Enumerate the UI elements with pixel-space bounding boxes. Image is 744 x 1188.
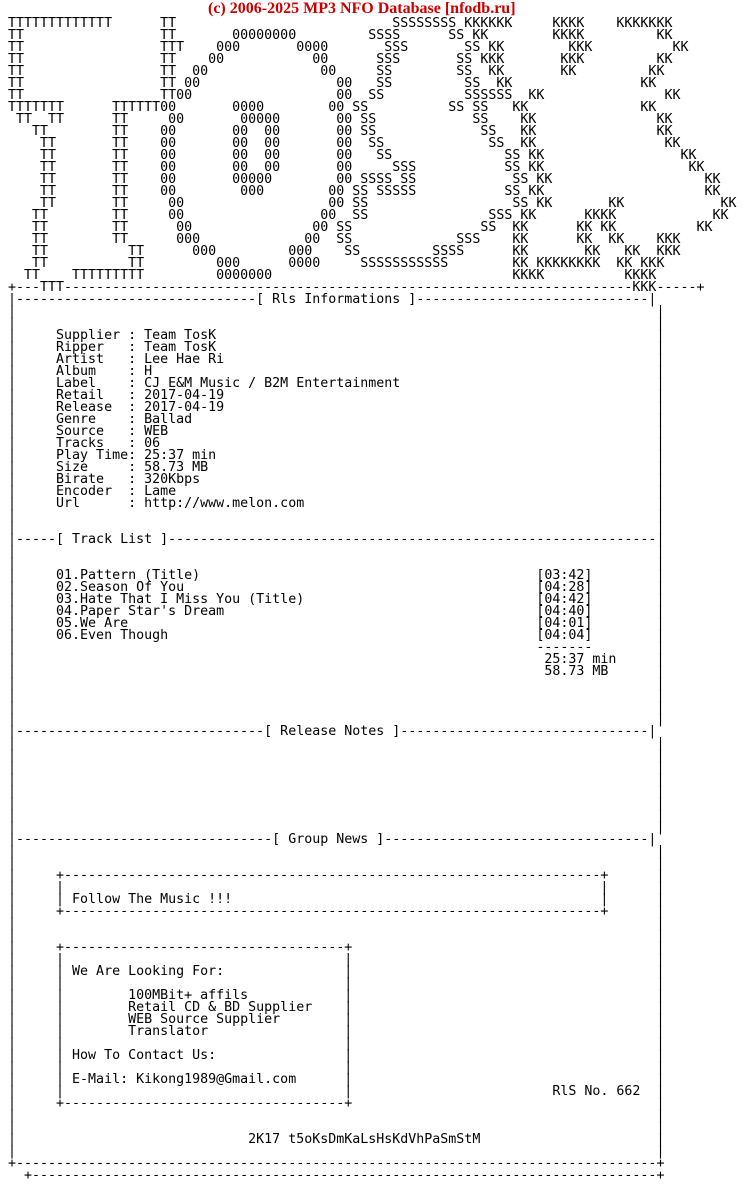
nfo-line: | 03.Hate That I Miss You (Title) [04:42] | [8,592,665,607]
nfo-line: | +-----------------------------------+ | [8,1096,665,1111]
nfo-line: | | | | [8,976,665,991]
nfo-line: | | [8,748,665,763]
nfo-line: | | [8,1108,665,1123]
nfo-line: | | [8,676,665,691]
nfo-line: | Genre : Ballad | [8,412,665,427]
nfo-line: | | [8,316,665,331]
nfo-line: | | We Are Looking For: | | [8,964,665,979]
nfo-line: TT TTTTTTTTT 0000000 KKKK KKKK [8,268,657,283]
nfo-line: | | [8,556,665,571]
nfo-line: | Release : 2017-04-19 | [8,400,665,415]
nfo-line: | | Translator | | [8,1024,665,1039]
nfo-line: TT TT 000 000 SS SSSS KK KK KK KKK [8,244,681,259]
nfo-line: | +-----------------------------------+ | [8,940,665,955]
nfo-line: | | [8,772,665,787]
nfo-line: | 25:37 min | [8,652,665,667]
nfo-line: | | | | [8,1060,665,1075]
nfo-line: | Url : http://www.melon.com | [8,496,665,511]
nfo-line: | | [8,784,665,799]
nfo-line: TT TT TT 00 00000 00 SS SS KK KK [8,112,673,127]
nfo-line: | | [8,700,665,715]
nfo-line: | | [8,760,665,775]
nfo-line: | Encoder : Lame | [8,484,665,499]
nfo-line: TT TT 00 00 SS SS KK KK KK KK [8,220,713,235]
nfo-text-block [8,18,744,1182]
nfo-line: | 02.Season Of You [04:28] | [8,580,665,595]
nfo-line: | | Retail CD & BD Supplier | | [8,1000,665,1015]
nfo-line: | 06.Even Though [04:04] | [8,628,665,643]
nfo-line: | | | | [8,952,665,967]
nfo-line: | Label : CJ E&M Music / B2M Entertainment | [8,376,665,391]
nfo-line: |------------------------------[ Rls Informations ]-----------------------------| [8,292,657,307]
nfo-line: TT TT 00000000 SSSS SS KK KKKK KK [8,28,673,43]
nfo-line: | Album : H | [8,364,665,379]
nfo-line: | | [8,1144,665,1159]
nfo-line: | | [8,712,665,727]
nfo-line: TT TT 00 000 00 SS SSSSS SS KK KK [8,184,721,199]
nfo-line: | Size : 58.73 MB | [8,460,665,475]
nfo-line: | | | RlS No. 662 | [8,1084,665,1099]
nfo-line: | | E-Mail: Kikong1989@Gmail.com | | [8,1072,665,1087]
nfo-line: TT TT 00 00 SS SS KK KK [8,76,657,91]
nfo-line: | | [8,1120,665,1135]
nfo-line: | | [8,520,665,535]
nfo-line: TT TT 00 00 00 00 SS SS KK KK [8,148,697,163]
nfo-line: | +-------------------------------------------------------------------+ | [8,868,665,883]
nfo-line: | 01.Pattern (Title) [03:42] | [8,568,665,583]
nfo-line: |-------------------------------[ Release Notes ]-------------------------------| [8,724,657,739]
nfo-line: TT TT 00 00 00 00 SS SS KK KK [8,124,673,139]
nfo-line: | | WEB Source Supplier | | [8,1012,665,1027]
nfo-line: TT TT 00 00000 00 SSSS SS SS KK KK [8,172,721,187]
nfo-line: TT TT 000 00 SS SSS KK KK KK KKK [8,232,681,247]
nfo-line: | ------- | [8,640,665,655]
nfo-line: | | [8,820,665,835]
nfo-line: | +-------------------------------------------------------------------+ | [8,904,665,919]
nfo-line: | Tracks : 06 | [8,436,665,451]
nfo-line: | Play Time: 25:37 min | [8,448,665,463]
nfo-line: TT TT 00 00 SS SS KK KK KK [8,64,665,79]
nfo-line: | | [8,736,665,751]
nfo-line: | Retail : 2017-04-19 | [8,388,665,403]
nfo-line: TT TT 00 00 SS SSS KK KKKK KK [8,208,729,223]
nfo-line: | | [8,928,665,943]
nfo-line: | 04.Paper Star's Dream [04:40] | [8,604,665,619]
nfo-line: | | [8,796,665,811]
nfo-line: | Supplier : Team TosK | [8,328,665,343]
nfodb-header-link[interactable]: (c) 2006-2025 MP3 NFO Database [nfodb.ru] [208,0,516,17]
nfo-line: TT TT 000 0000 SSSSSSSSSSS KK KKKKKKKK KK KKK [8,256,665,271]
nfo-line: | | Follow The Music !!! | | [8,892,665,907]
nfo-line: | | [8,916,665,931]
nfo-line: TT TT 00 00 SSS SS KKK KKK KK [8,52,673,67]
nfo-line: TT TT 00 00 00 00 SSS SS KK KK [8,160,705,175]
nfo-line: TT TT 00 00 00 00 SS SS KK KK [8,136,681,151]
nfo-line: TT TTT 000 0000 SSS SS KK KKK KK [8,40,689,55]
nfo-line: | | [8,844,665,859]
nfo-line: TT TT 00 00 SS SS KK KK KK [8,196,737,211]
nfo-line: | | [8,688,665,703]
nfo-line: | | How To Contact Us: | | [8,1048,665,1063]
nfo-line: | | | | [8,880,665,895]
nfo-line: | | | | [8,1036,665,1051]
nfo-line: | | [8,856,665,871]
nfo-line: | Birate : 320Kbps | [8,472,665,487]
nfo-line: | | 100MBit+ affils | | [8,988,665,1003]
nfo-line: |-----[ Track List ]-------------------------------------------------------------| [8,532,665,547]
nfo-line: | 2K17 t5oKsDmKaLsHsKdVhPaSmStM | [8,1132,665,1147]
nfo-line: TTTTTTT TTTTTT00 0000 00 SS SS SS KK KK [8,100,657,115]
nfo-line: +---TTT-----------------------------------------------------------------------KKK-----+ [8,280,705,295]
nfo-line: TT TT00 00 SS SSSSSS KK KK [8,88,681,103]
nfo-line: | | [8,304,665,319]
nfo-line: | Ripper : Team TosK | [8,340,665,355]
nfo-line: | | [8,508,665,523]
nfo-line: | 05.We Are [04:01] | [8,616,665,631]
nfo-line: +--------------------------------------------------------------------------------+ [8,1156,665,1171]
nfo-line: | Source : WEB | [8,424,665,439]
nfo-line: | | [8,808,665,823]
nfo-line: |--------------------------------[ Group News ]---------------------------------| [8,832,657,847]
nfo-line: | 58.73 MB | [8,664,665,679]
nfo-line: | Artist : Lee Hae Ri | [8,352,665,367]
nfo-line: TTTTTTTTTTTTT TT SSSSSSSS KKKKKK KKKK KKKKKKK [8,16,673,31]
nfo-line: | | [8,544,665,559]
nfo-line: +------------------------------------------------------------------------------+ [8,1168,665,1183]
